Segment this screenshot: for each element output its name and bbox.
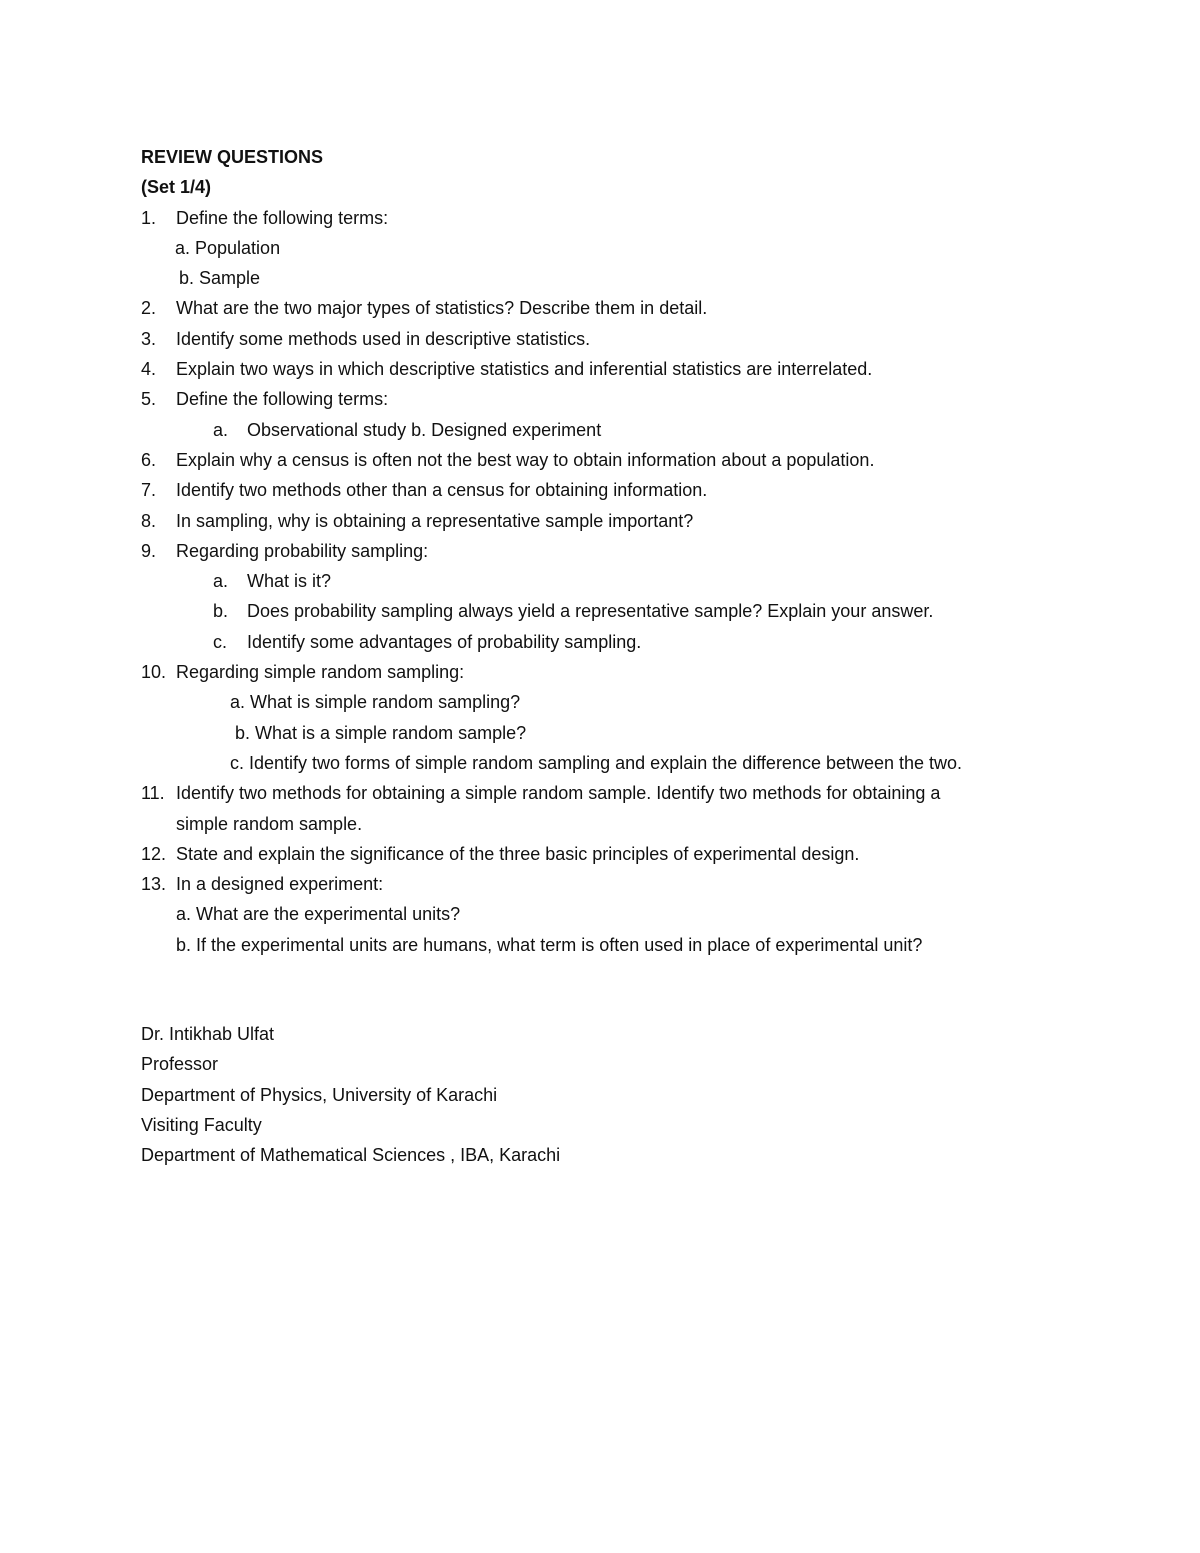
question-9-sub-b xyxy=(141,596,1071,626)
sub-text: What is it? xyxy=(247,571,332,592)
question-12 xyxy=(141,839,1071,869)
question-number: 13. xyxy=(141,874,167,895)
author-title: Professor xyxy=(141,1054,219,1075)
question-8 xyxy=(141,506,1071,536)
question-6 xyxy=(141,445,1071,475)
question-number: 8. xyxy=(141,510,157,531)
question-text: Identify two methods other than a census for obtaining information. xyxy=(176,480,708,501)
question-text: Explain two ways in which descriptive statistics and inferential statistics are interrelated. xyxy=(176,359,873,380)
question-7 xyxy=(141,475,1071,505)
question-13-sub-b: b. If the experimental units are humans, what term is often used in place of experimental unit? xyxy=(176,934,923,955)
question-number: 12. xyxy=(141,843,167,864)
set-label: (Set 1/4) xyxy=(141,177,212,198)
question-5 xyxy=(141,384,1071,414)
question-number: 1. xyxy=(141,207,157,228)
document-title: REVIEW QUESTIONS xyxy=(141,147,324,167)
author-name: Dr. Intikhab Ulfat xyxy=(141,1024,275,1045)
document-content xyxy=(141,142,1071,1171)
question-text: State and explain the significance of the three basic principles of experimental design. xyxy=(176,843,860,864)
question-3 xyxy=(141,324,1071,354)
question-text: What are the two major types of statistics? Describe them in detail. xyxy=(176,298,708,319)
question-9-sub-c xyxy=(141,627,1071,657)
question-1-sub-b: b. Sample xyxy=(179,268,261,289)
sub-text: Observational study b. Designed experiment xyxy=(247,419,602,440)
sub-letter: c. xyxy=(213,631,228,652)
question-number: 9. xyxy=(141,540,157,561)
question-number: 4. xyxy=(141,359,157,380)
question-text: Explain why a census is often not the best way to obtain information about a population. xyxy=(176,449,875,470)
question-text-continuation: simple random sample. xyxy=(176,813,363,834)
question-9-sub-a xyxy=(141,566,1071,596)
question-11 xyxy=(141,778,1071,808)
question-text: Regarding probability sampling: xyxy=(176,540,429,561)
sub-letter: b. xyxy=(213,601,229,622)
author-department-2: Department of Mathematical Sciences , IBA, Karachi xyxy=(141,1145,561,1166)
question-text: Define the following terms: xyxy=(176,207,389,228)
question-text: Identify two methods for obtaining a simple random sample. Identify two methods for obtaining a xyxy=(176,783,941,804)
question-5-sub-a xyxy=(141,415,1071,445)
question-number: 2. xyxy=(141,298,157,319)
signature-block xyxy=(141,1019,1071,1170)
question-number: 7. xyxy=(141,480,157,501)
question-text: Identify some methods used in descriptive statistics. xyxy=(176,328,591,349)
question-10-sub-b: b. What is a simple random sample? xyxy=(230,722,527,743)
sub-letter: a. xyxy=(213,419,229,440)
question-2 xyxy=(141,293,1071,323)
author-role: Visiting Faculty xyxy=(141,1114,262,1135)
question-10-sub-c: c. Identify two forms of simple random sampling and explain the difference between the two. xyxy=(230,752,963,773)
question-text: In sampling, why is obtaining a representative sample important? xyxy=(176,510,694,531)
question-9 xyxy=(141,536,1071,566)
question-number: 5. xyxy=(141,389,157,410)
question-number: 11. xyxy=(141,783,165,804)
question-1-sub-a: a. Population xyxy=(175,237,281,258)
question-1 xyxy=(141,203,1071,233)
question-13 xyxy=(141,869,1071,899)
question-text: In a designed experiment: xyxy=(176,874,384,895)
question-text: Define the following terms: xyxy=(176,389,389,410)
question-10 xyxy=(141,657,1071,687)
sub-text: Identify some advantages of probability sampling. xyxy=(247,631,642,652)
sub-text: Does probability sampling always yield a representative sample? Explain your answer. xyxy=(247,601,934,622)
sub-letter: a. xyxy=(213,571,229,592)
question-4 xyxy=(141,354,1071,384)
question-10-sub-a: a. What is simple random sampling? xyxy=(230,692,521,713)
question-number: 3. xyxy=(141,328,157,349)
question-number: 10. xyxy=(141,662,167,683)
question-11-continuation xyxy=(141,809,1071,839)
question-13-sub-a: a. What are the experimental units? xyxy=(176,904,461,925)
author-department: Department of Physics, University of Karachi xyxy=(141,1084,498,1105)
question-number: 6. xyxy=(141,449,157,470)
question-text: Regarding simple random sampling: xyxy=(176,662,465,683)
